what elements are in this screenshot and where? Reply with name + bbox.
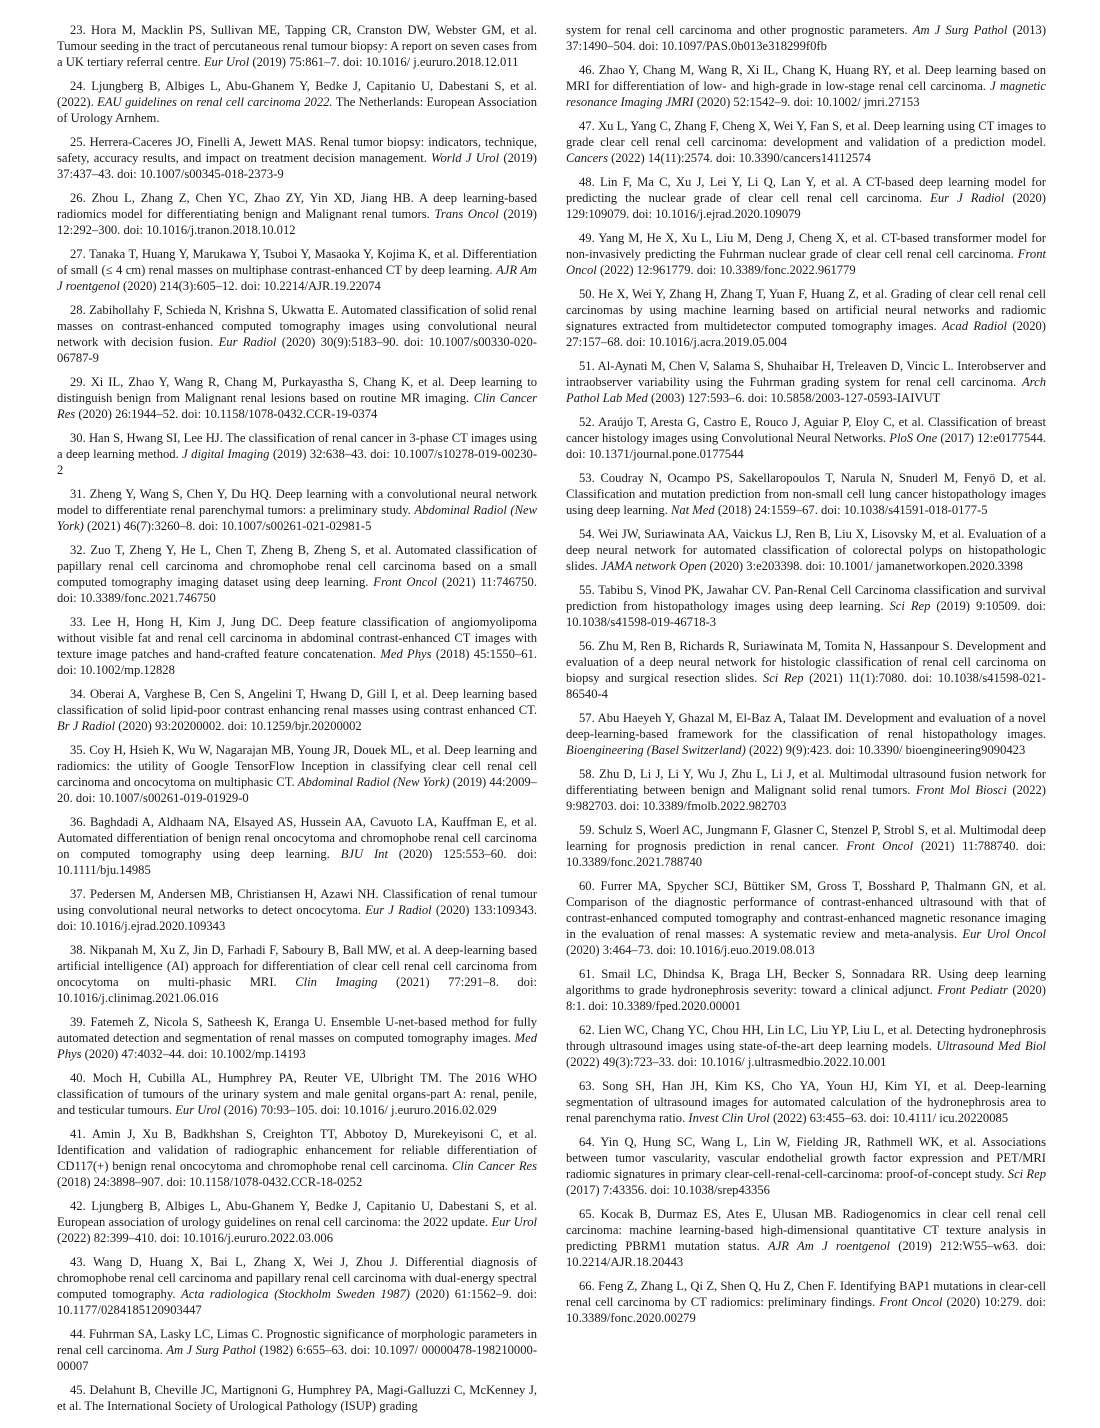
ref-details: (2022) 14(11):2574. doi: 10.3390/cancers14112574 (611, 151, 871, 165)
reference-item: 58. Zhu D, Li J, Li Y, Wu J, Zhu L, Li J, et al. Multimodal ultrasound fusion network for differentiating between benign and Malignant solid renal tumors. Front Mol Biosci (2022) 9:982703. doi: 10.3389/fmolb.2022.982703 (566, 767, 1046, 813)
ref-number: 60 (579, 879, 592, 893)
ref-text: Feng Z, Zhang L, Qi Z, Shen Q, Hu Z, Chen F. Identifying BAP1 mutations in clear-cell renal cell carcinoma by CT radiomics: preliminary findings. (566, 1279, 1046, 1309)
reference-item: 24. Ljungberg B, Albiges L, Abu-Ghanem Y, Bedke J, Capitanio U, Dabestani S, et al. (2022). EAU guidelines on renal cell carcinoma 2022. The Netherlands: European Association of Urology Arnhem. (57, 79, 537, 125)
reference-item: 59. Schulz S, Woerl AC, Jungmann F, Glasner C, Stenzel P, Strobl S, et al. Multimodal deep learning for prognosis prediction in renal cancer. Front Oncol (2021) 11:788740. doi: 10.3389/fonc.2021.788740 (566, 823, 1047, 869)
ref-journal: Eur Urol Oncol (962, 927, 1046, 941)
ref-details: (2022) 9(9):423. doi: 10.3390/ bioengineering9090423 (748, 743, 1026, 757)
ref-details: (2019) 32:638–43. doi: 10.1007/s10278-019-00230-2 (57, 447, 538, 477)
ref-journal: Sci Rep (889, 599, 931, 613)
ref-number: 34 (70, 687, 83, 701)
reference-item: 35. Coy H, Hsieh K, Wu W, Nagarajan MB, Young JR, Douek ML, et al. Deep learning and radiomics: the utility of Google TensorFlow Inception in classifying clear cell renal cell carcinoma and oncocytoma on multiphasic CT. Abdominal Radiol (New York) (2019) 44:2009–20. doi: 10.1007/s00261-019-01929-0 (57, 743, 537, 805)
ref-text: Al-Aynati M, Chen V, Salama S, Shuhaibar H, Treleaven D, Vincic L. Interobserver and intraobserver variability using the Fuhrman grading system for renal cell carcinoma. (566, 359, 1046, 389)
ref-details: (2020) 93:20200002. doi: 10.1259/bjr.20200002 (118, 719, 362, 733)
ref-journal: World J Urol (431, 151, 500, 165)
ref-journal: Med Phys (57, 1031, 537, 1061)
reference-item: 53. Coudray N, Ocampo PS, Sakellaropoulos T, Narula N, Snuderl M, Fenyö D, et al. Classification and mutation prediction from non-small cell lung cancer histopathology images using deep learning. Nat Med (2018) 24:1559–67. doi: 10.1038/s41591-018-0177-5 (566, 471, 1046, 517)
ref-number: 65 (579, 1207, 592, 1221)
reference-item: 43. Wang D, Huang X, Bai L, Zhang X, Wei J, Zhou J. Differential diagnosis of chromophobe renal cell carcinoma and papillary renal cell carcinoma with dual-energy spectral computed tomography. Acta radiologica (Stockholm Sweden 1987) (2020) 61:1562–9. doi: 10.1177/0284185120903447 (57, 1255, 537, 1317)
ref-number: 51 (579, 359, 592, 373)
ref-details: (2017) 7:43356. doi: 10.1038/srep43356 (566, 1183, 770, 1197)
ref-text: Fuhrman SA, Lasky LC, Limas C. Prognostic significance of morphologic parameters in renal cell carcinoma. (57, 1327, 537, 1357)
ref-number: 35 (70, 743, 83, 757)
ref-details: (2017) 12:e0177544. doi: 10.1371/journal.pone.0177544 (566, 431, 1047, 461)
ref-journal: Sci Rep (1007, 1167, 1046, 1181)
ref-number: 42 (70, 1199, 83, 1213)
reference-item: 34. Oberai A, Varghese B, Cen S, Angelini T, Hwang D, Gill I, et al. Deep learning based classification of solid lipid-poor contrast enhancing renal masses using contrast enhanced CT. Br J Radiol (2020) 93:20200002. doi: 10.1259/bjr.20200002 (57, 687, 537, 733)
reference-item: 54. Wei JW, Suriawinata AA, Vaickus LJ, Ren B, Liu X, Lisovsky M, et al. Evaluation of a deep neural network for automated classification of colorectal polyps on histopathologic slides. JAMA network Open (2020) 3:e203398. doi: 10.1001/ jamanetworkopen.2020.3398 (566, 527, 1047, 573)
ref-number: 63 (579, 1079, 592, 1093)
reference-item: 29. Xi IL, Zhao Y, Wang R, Chang M, Purkayastha S, Chang K, et al. Deep learning to distinguish benign from Malignant renal lesions based on routine MR imaging. Clin Cancer Res (2020) 26:1944–52. doi: 10.1158/1078-0432.CCR-19-0374 (57, 375, 537, 421)
ref-details: (2020) 10:279. doi: 10.3389/fonc.2020.00279 (566, 1295, 1046, 1325)
ref-number: 38 (70, 943, 83, 957)
ref-details: (2022) 9:982703. doi: 10.3389/fmolb.2022.982703 (566, 783, 1046, 813)
ref-text: Moch H, Cubilla AL, Humphrey PA, Reuter VE, Ulbright TM. The 2016 WHO classification of tumours of the urinary system and male genital organs-part A: renal, penile, and testicular tumours. (57, 1071, 537, 1117)
ref-text: Lien WC, Chang YC, Chou HH, Lin LC, Liu YP, Liu L, et al. Detecting hydronephrosis through ultrasound images using state-of-the-art deep learning models. (566, 1023, 1047, 1053)
ref-number: 26 (70, 191, 83, 205)
ref-text: Delahunt B, Cheville JC, Martignoni G, Humphrey PA, Magi-Galluzzi C, McKenney J, et al. The International Society of Urological Pathology (ISUP) grading (57, 1383, 538, 1413)
ref-text: Araújo T, Aresta G, Castro E, Rouco J, Aguiar P, Eloy C, et al. Classification of breast cancer histology images using Convolutional Neural Networks. (566, 415, 1046, 445)
reference-item: 30. Han S, Hwang SI, Lee HJ. The classification of renal cancer in 3-phase CT images using a deep learning method. J digital Imaging (2019) 32:638–43. doi: 10.1007/s10278-019-00230-2 (57, 431, 538, 477)
ref-details: (2020) 61:1562–9. doi: 10.1177/0284185120903447 (57, 1287, 537, 1317)
ref-number: 41 (70, 1127, 83, 1141)
ref-text: Yang M, He X, Xu L, Liu M, Deng J, Cheng X, et al. CT-based transformer model for non-invasively predicting the Fuhrman nuclear grade of clear cell renal cell carcinoma. (566, 231, 1046, 261)
reference-item: 36. Baghdadi A, Aldhaam NA, Elsayed AS, Hussein AA, Cavuoto LA, Kauffman E, et al. Automated differentiation of benign renal oncocytoma and chromophobe renal cell carcinoma on computed tomography using deep learning. BJU Int (2020) 125:553–60. doi: 10.1111/bju.14985 (57, 815, 537, 877)
ref-text: Zhou L, Zhang Z, Chen YC, Zhao ZY, Yin XD, Jiang HB. A deep learning-based radiomics model for differentiating benign and Malignant renal tumors. (57, 191, 537, 221)
ref-text: Schulz S, Woerl AC, Jungmann F, Glasner C, Stenzel P, Strobl S, et al. Multimodal deep learning for prognosis prediction in renal cancer. (566, 823, 1047, 853)
ref-details: (2019) 75:861–7. doi: 10.1016/ j.eururo.2018.12.011 (252, 55, 519, 69)
reference-item: 41. Amin J, Xu B, Badkhshan S, Creighton TT, Abbotoy D, Murekeyisoni C, et al. Identification and validation of radiographic enhancement for reliable differentiation of CD117(+) benign renal oncocytoma and chromophobe renal cell carcinoma. Clin Cancer Res (2018) 24:3898–907. doi: 10.1158/1078-0432.CCR-18-0252 (57, 1127, 537, 1189)
ref-number: 45 (70, 1383, 83, 1397)
reference-item: 51. Al-Aynati M, Chen V, Salama S, Shuhaibar H, Treleaven D, Vincic L. Interobserver and intraobserver variability using the Fuhrman grading system for renal cell carcinoma. Arch Pathol Lab Med (2003) 127:593–6. doi: 10.5858/2003-127-0593-IAIVUT (566, 359, 1046, 405)
ref-text: Amin J, Xu B, Badkhshan S, Creighton TT, Abbotoy D, Murekeyisoni C, et al. Identification and validation of radiographic enhancement for reliable differentiation of CD117(+) benign renal oncocytoma and chromophobe renal cell carcinoma. (57, 1127, 537, 1173)
ref-text: Ljungberg B, Albiges L, Abu-Ghanem Y, Bedke J, Capitanio U, Dabestani S, et al. (2022). (57, 79, 537, 109)
ref-journal: Am J Surg Pathol (912, 23, 1008, 37)
ref-journal: Front Oncol (373, 575, 438, 589)
ref-text: Oberai A, Varghese B, Cen S, Angelini T, Hwang D, Gill I, et al. Deep learning based classification of solid lipid-poor contrast enhancing renal masses using contrast enhanced CT. (57, 687, 537, 717)
reference-item: 61. Smail LC, Dhindsa K, Braga LH, Becker S, Sonnadara RR. Using deep learning algorithms to grade hydronephrosis severity: toward a clinical adjunct. Front Pediatr (2020) 8:1. doi: 10.3389/fped.2020.00001 (566, 967, 1046, 1013)
ref-journal: Front Oncol (566, 247, 1046, 277)
ref-number: 53 (579, 471, 592, 485)
ref-journal: Trans Oncol (434, 207, 499, 221)
ref-number: 43 (70, 1255, 83, 1269)
ref-journal: Eur J Radiol (930, 191, 1005, 205)
ref-details: (2019) 44:2009–20. doi: 10.1007/s00261-019-01929-0 (57, 775, 537, 805)
ref-journal: Arch Pathol Lab Med (566, 375, 1046, 405)
ref-number: 27 (70, 247, 83, 261)
ref-text: Lee H, Hong H, Kim J, Jung DC. Deep feature classification of angiomyolipoma without visible fat and renal cell carcinoma in abdominal contrast-enhanced CT images with texture image patches and hand-crafted feature concatenation. (57, 615, 537, 661)
ref-number: 30 (70, 431, 83, 445)
ref-journal: Eur Urol (175, 1103, 221, 1117)
ref-details: (2019) 12:292–300. doi: 10.1016/j.tranon.2018.10.012 (57, 207, 537, 237)
ref-journal: PloS One (889, 431, 938, 445)
ref-journal: Eur J Radiol (365, 903, 432, 917)
ref-details: (2003) 127:593–6. doi: 10.5858/2003-127-0593-IAIVUT (651, 391, 941, 405)
ref-number: 48 (579, 175, 592, 189)
ref-details: (2019) 37:437–43. doi: 10.1007/s00345-018-2373-9 (57, 151, 537, 181)
ref-text: Furrer MA, Spycher SCJ, Büttiker SM, Gross T, Bosshard P, Thalmann GN, et al. Comparison of the diagnostic performance of contrast-enhanced ultrasound with that of contrast-enhanced computed tomography and contrast-enhanced magnetic resonance imaging in the evaluation of renal masses: A systematic review and meta-analysis. (566, 879, 1046, 941)
ref-journal: Nat Med (670, 503, 715, 517)
ref-text: Zabihollahy F, Schieda N, Krishna S, Ukwatta E. Automated classification of solid renal masses on contrast-enhanced computed tomography images using convolutional neural network with decision fusion. (57, 303, 537, 349)
ref-details: (2018) 24:3898–907. doi: 10.1158/1078-0432.CCR-18-0252 (57, 1175, 363, 1189)
ref-text: Coy H, Hsieh K, Wu W, Nagarajan MB, Young JR, Douek ML, et al. Deep learning and radiomics: the utility of Google TensorFlow Inception in classifying clear cell renal cell carcinoma and oncocytoma on multiphasic CT. (57, 743, 537, 789)
ref-journal: Abdominal Radiol (New York) (57, 503, 537, 533)
ref-details: (2021) 77:291–8. doi: 10.1016/j.clinimag.2021.06.016 (57, 975, 537, 1005)
ref-journal: EAU guidelines on renal cell carcinoma 2022. (97, 95, 333, 109)
reference-item: 45. Delahunt B, Cheville JC, Martignoni G, Humphrey PA, Magi-Galluzzi C, McKenney J, et al. The International Society of Urological Pathology (ISUP) grading (57, 1383, 538, 1413)
ref-number: 59 (579, 823, 592, 837)
ref-number: 46 (579, 63, 592, 77)
ref-details: (2019) 9:10509. doi: 10.1038/s41598-019-46718-3 (566, 599, 1046, 629)
ref-text: Kocak B, Durmaz ES, Ates E, Ulusan MB. Radiogenomics in clear cell renal cell carcinoma: machine learning-based high-dimensional quantitative CT texture analysis in predicting PBRM1 mutation status. (566, 1207, 1047, 1253)
ref-journal: J digital Imaging (182, 447, 270, 461)
reference-item: 25. Herrera-Caceres JO, Finelli A, Jewett MAS. Renal tumor biopsy: indicators, technique, safety, accuracy results, and impact on treatment decision management. World J Urol (2019) 37:437–43. doi: 10.1007/s00345-018-2373-9 (57, 135, 538, 181)
ref-number: 28 (70, 303, 83, 317)
ref-text: Yin Q, Hung SC, Wang L, Lin W, Fielding JR, Rathmell WK, et al. Associations between tumor vascularity, vascular endothelial growth factor expression and PET/MRI radiomic signatures in primary clear-cell-renal-cell-carcinoma: proof-of-concept study. (566, 1135, 1046, 1181)
references-column-right (566, 22, 1046, 1334)
ref-details: (1982) 6:655–63. doi: 10.1097/ 00000478-198210000-00007 (57, 1343, 538, 1373)
ref-text: Han S, Hwang SI, Lee HJ. The classification of renal cancer in 3-phase CT images using a deep learning method. (57, 431, 537, 461)
reference-item: 44. Fuhrman SA, Lasky LC, Limas C. Prognostic significance of morphologic parameters in renal cell carcinoma. Am J Surg Pathol (1982) 6:655–63. doi: 10.1097/ 00000478-198210000-00007 (57, 1327, 538, 1373)
ref-text: Zhao Y, Chang M, Wang R, Xi IL, Chang K, Huang RY, et al. Deep learning based on MRI for differentiation of low- and high-grade in low-stage renal cell carcinoma. (566, 63, 1046, 93)
reference-item: 47. Xu L, Yang C, Zhang F, Cheng X, Wei Y, Fan S, et al. Deep learning using CT images to grade clear cell renal cell carcinoma: development and validation of a prediction model. Cancers (2022) 14(11):2574. doi: 10.3390/cancers14112574 (566, 119, 1046, 165)
reference-item: 60. Furrer MA, Spycher SCJ, Büttiker SM, Gross T, Bosshard P, Thalmann GN, et al. Comparison of the diagnostic performance of contrast-enhanced ultrasound with that of contrast-enhanced computed tomography and contrast-enhanced magnetic resonance imaging in the evaluation of renal masses: A systematic review and meta-analysis. Eur Urol Oncol (2020) 3:464–73. doi: 10.1016/j.euo.2019.08.013 (566, 879, 1046, 957)
ref-journal: Am J Surg Pathol (166, 1343, 256, 1357)
ref-number: 56 (579, 639, 592, 653)
reference-item: 49. Yang M, He X, Xu L, Liu M, Deng J, Cheng X, et al. CT-based transformer model for non-invasively predicting the Fuhrman nuclear grade of clear cell renal cell carcinoma. Front Oncol (2022) 12:961779. doi: 10.3389/fonc.2022.961779 (566, 231, 1046, 277)
ref-number: 24 (70, 79, 83, 93)
ref-journal: Clin Cancer Res (452, 1159, 537, 1173)
ref-text: Smail LC, Dhindsa K, Braga LH, Becker S, Sonnadara RR. Using deep learning algorithms to grade hydronephrosis severity: toward a clinical adjunct. (566, 967, 1046, 997)
ref-journal: Clin Cancer Res (57, 391, 537, 421)
ref-text: Hora M, Macklin PS, Sullivan ME, Tapping CR, Cranston DW, Webster GM, et al. Tumour seeding in the tract of percutaneous renal tumour biopsy: A report on seven cases from a UK tertiary referral centre. (57, 23, 538, 69)
ref-journal: Front Oncol (846, 839, 914, 853)
ref-details: (2013) 37:1490–504. doi: 10.1097/PAS.0b013e318299f0fb (566, 23, 1047, 53)
ref-journal: Cancers (566, 151, 608, 165)
reference-item: 32. Zuo T, Zheng Y, He L, Chen T, Zheng B, Zheng S, et al. Automated classification of papillary renal cell carcinoma and chromophobe renal cell carcinoma based on a small computed tomography imaging dataset using deep learning. Front Oncol (2021) 11:746750. doi: 10.3389/fonc.2021.746750 (57, 543, 538, 605)
ref-details: (2019) 212:W55–w63. doi: 10.2214/AJR.18.20443 (566, 1239, 1046, 1269)
ref-details: (2018) 45:1550–61. doi: 10.1002/mp.12828 (57, 647, 538, 677)
ref-text: Coudray N, Ocampo PS, Sakellaropoulos T, Narula N, Snuderl M, Fenyö D, et al. Classification and mutation prediction from non-small cell lung cancer histopathology images using deep learning. (566, 471, 1046, 517)
ref-number: 50 (579, 287, 592, 301)
ref-number: 62 (579, 1023, 592, 1037)
ref-journal: Med Phys (380, 647, 432, 661)
ref-number: 39 (70, 1015, 83, 1029)
ref-details: (2020) 47:4032–44. doi: 10.1002/mp.14193 (84, 1047, 306, 1061)
ref-text: Nikpanah M, Xu Z, Jin D, Farhadi F, Saboury B, Ball MW, et al. A deep-learning based artificial intelligence (AI) approach for differentiation of clear cell renal cell carcinoma from oncocytoma on multi-phasic MRI. (57, 943, 537, 989)
reference-item: 62. Lien WC, Chang YC, Chou HH, Lin LC, Liu YP, Liu L, et al. Detecting hydronephrosis through ultrasound images using state-of-the-art deep learning models. Ultrasound Med Biol (2022) 49(3):723–33. doi: 10.1016/ j.ultrasmedbio.2022.10.001 (566, 1023, 1047, 1069)
reference-item: 37. Pedersen M, Andersen MB, Christiansen H, Azawi NH. Classification of renal tumour using convolutional neural networks to detect oncocytoma. Eur J Radiol (2020) 133:109343. doi: 10.1016/j.ejrad.2020.109343 (57, 887, 538, 933)
ref-number: 44 (70, 1327, 83, 1341)
ref-text: Song SH, Han JH, Kim KS, Cho YA, Youn HJ, Kim YI, et al. Deep-learning segmentation of ultrasound images for automated calculation of the hydronephrosis area to renal parenchyma ratio. (566, 1079, 1047, 1125)
ref-number: 55 (579, 583, 592, 597)
ref-journal: Eur Urol (491, 1215, 537, 1229)
ref-text: Wei JW, Suriawinata AA, Vaickus LJ, Ren B, Liu X, Lisovsky M, et al. Evaluation of a deep neural network for automated classification of colorectal polyps on histopathologic slides. (566, 527, 1047, 573)
ref-text: Zhu M, Ren B, Richards R, Suriawinata M, Tomita N, Hassanpour S. Development and evaluation of a deep neural network for histologic classification of renal cell carcinoma on biopsy and surgical resection slides. (566, 639, 1047, 685)
ref-number: 54 (579, 527, 592, 541)
ref-details: (2020) 3:e203398. doi: 10.1001/ jamanetworkopen.2020.3398 (709, 559, 1023, 573)
ref-details: (2020) 3:464–73. doi: 10.1016/j.euo.2019.08.013 (566, 943, 815, 957)
ref-details: (2018) 24:1559–67. doi: 10.1038/s41591-018-0177-5 (717, 503, 988, 517)
ref-details: (2022) 63:455–63. doi: 10.4111/ icu.20220085 (772, 1111, 1009, 1125)
ref-journal: Invest Clin Urol (688, 1111, 770, 1125)
ref-text: He X, Wei Y, Zhang H, Zhang T, Yuan F, Huang Z, et al. Grading of clear cell renal cell carcinomas by using machine learning based on artificial neural networks and radiomic signatures extracted from multidetector computed tomography images. (566, 287, 1046, 333)
ref-journal: Eur Radiol (218, 335, 277, 349)
ref-details: (2022) 12:961779. doi: 10.3389/fonc.2022.961779 (599, 263, 856, 277)
ref-details: (2021) 11:788740. doi: 10.3389/fonc.2021.788740 (566, 839, 1046, 869)
ref-details: The Netherlands: European Association of Urology Arnhem. (57, 95, 537, 125)
reference-item: 39. Fatemeh Z, Nicola S, Satheesh K, Eranga U. Ensemble U-net-based method for fully automated detection and segmentation of renal masses on computed tomography images. Med Phys (2020) 47:4032–44. doi: 10.1002/mp.14193 (57, 1015, 537, 1061)
reference-item: 66. Feng Z, Zhang L, Qi Z, Shen Q, Hu Z, Chen F. Identifying BAP1 mutations in clear-cell renal cell carcinoma by CT radiomics: preliminary findings. Front Oncol (2020) 10:279. doi: 10.3389/fonc.2020.00279 (566, 1279, 1046, 1325)
ref-number: 36 (70, 815, 83, 829)
reference-item: 57. Abu Haeyeh Y, Ghazal M, El-Baz A, Talaat IM. Development and evaluation of a novel deep-learning-based framework for the classification of renal histopathology images. Bioengineering (Basel Switzerland) (2022) 9(9):423. doi: 10.3390/ bioengineering9090423 (566, 711, 1046, 757)
ref-details: (2020) 26:1944–52. doi: 10.1158/1078-0432.CCR-19-0374 (78, 407, 378, 421)
reference-item: 56. Zhu M, Ren B, Richards R, Suriawinata M, Tomita N, Hassanpour S. Development and evaluation of a deep neural network for histologic classification of renal cell carcinoma on biopsy and surgical resection slides. Sci Rep (2021) 11(1):7080. doi: 10.1038/s41598-021-86540-4 (566, 639, 1047, 701)
reference-item: 27. Tanaka T, Huang Y, Marukawa Y, Tsuboi Y, Masaoka Y, Kojima K, et al. Differentiation of small (≤ 4 cm) renal masses on multiphase contrast-enhanced CT by deep learning. AJR Am J roentgenol (2020) 214(3):605–12. doi: 10.2214/AJR.19.22074 (57, 247, 538, 293)
ref-details: (2021) 46(7):3260–8. doi: 10.1007/s00261-021-02981-5 (87, 519, 372, 533)
reference-item: 55. Tabibu S, Vinod PK, Jawahar CV. Pan-Renal Cell Carcinoma classification and survival prediction from histopathology images using deep learning. Sci Rep (2019) 9:10509. doi: 10.1038/s41598-019-46718-3 (566, 583, 1047, 629)
ref-journal: JAMA network Open (601, 559, 707, 573)
ref-number: 47 (579, 119, 592, 133)
ref-details: (2020) 30(9):5183–90. doi: 10.1007/s00330-020-06787-9 (57, 335, 537, 365)
ref-text: Tanaka T, Huang Y, Marukawa Y, Tsuboi Y, Masaoka Y, Kojima K, et al. Differentiation of small (≤ 4 cm) renal masses on multiphase contrast-enhanced CT by deep learning. (57, 247, 538, 277)
reference-item: 65. Kocak B, Durmaz ES, Ates E, Ulusan MB. Radiogenomics in clear cell renal cell carcinoma: machine learning-based high-dimensional quantitative CT texture analysis in predicting PBRM1 mutation status. AJR Am J roentgenol (2019) 212:W55–w63. doi: 10.2214/AJR.18.20443 (566, 1207, 1047, 1269)
ref-text: Baghdadi A, Aldhaam NA, Elsayed AS, Hussein AA, Cavuoto LA, Kauffman E, et al. Automated differentiation of benign renal oncocytoma and chromophobe renal cell carcinoma on computed tomography using deep learning. (57, 815, 537, 861)
ref-details: (2021) 11:746750. doi: 10.3389/fonc.2021.746750 (57, 575, 538, 605)
reference-continuation (566, 22, 1046, 54)
ref-number: 23 (70, 23, 83, 37)
ref-number: 33 (70, 615, 83, 629)
ref-journal: Clin Imaging (295, 975, 378, 989)
ref-details: (2020) 129:109079. doi: 10.1016/j.ejrad.2020.109079 (566, 191, 1046, 221)
ref-details: (2020) 133:109343. doi: 10.1016/j.ejrad.2020.109343 (57, 903, 538, 933)
ref-text: system for renal cell carcinoma and other prognostic parameters. (566, 23, 908, 37)
ref-details: (2020) 27:157–68. doi: 10.1016/j.acra.2019.05.004 (566, 319, 1046, 349)
ref-number: 32 (70, 543, 83, 557)
reference-item: 38. Nikpanah M, Xu Z, Jin D, Farhadi F, Saboury B, Ball MW, et al. A deep-learning based artificial intelligence (AI) approach for differentiation of clear cell renal cell carcinoma from oncocytoma on multi-phasic MRI. Clin Imaging (2021) 77:291–8. doi: 10.1016/j.clinimag.2021.06.016 (57, 943, 537, 1005)
ref-journal: Br J Radiol (57, 719, 116, 733)
ref-journal: Front Pediatr (937, 983, 1008, 997)
ref-details: (2022) 49(3):723–33. doi: 10.1016/ j.ultrasmedbio.2022.10.001 (566, 1055, 887, 1069)
ref-number: 64 (579, 1135, 592, 1149)
ref-details: (2016) 70:93–105. doi: 10.1016/ j.eururo.2016.02.029 (223, 1103, 497, 1117)
ref-text: Fatemeh Z, Nicola S, Satheesh K, Eranga U. Ensemble U-net-based method for fully automated detection and segmentation of renal masses on computed tomography images. (57, 1015, 537, 1045)
ref-text: Zhu D, Li J, Li Y, Wu J, Zhu L, Li J, et al. Multimodal ultrasound fusion network for differentiating between benign and Malignant solid renal tumors. (566, 767, 1046, 797)
ref-text: Lin F, Ma C, Xu J, Lei Y, Li Q, Lan Y, et al. A CT-based deep learning model for predicting the nuclear grade of clear cell renal cell carcinoma. (566, 175, 1046, 205)
ref-text: Herrera-Caceres JO, Finelli A, Jewett MAS. Renal tumor biopsy: indicators, technique, safety, accuracy results, and impact on treatment decision management. (57, 135, 538, 165)
ref-details: (2020) 52:1542–9. doi: 10.1002/ jmri.27153 (696, 95, 920, 109)
references-column-left (57, 22, 537, 1422)
ref-text: Abu Haeyeh Y, Ghazal M, El-Baz A, Talaat IM. Development and evaluation of a novel deep-learning-based framework for the classification of renal histopathology images. (566, 711, 1046, 741)
ref-number: 61 (579, 967, 592, 981)
ref-details: (2022) 82:399–410. doi: 10.1016/j.eururo.2022.03.006 (57, 1231, 333, 1245)
ref-details: (2020) 214(3):605–12. doi: 10.2214/AJR.19.22074 (123, 279, 381, 293)
reference-item: 52. Araújo T, Aresta G, Castro E, Rouco J, Aguiar P, Eloy C, et al. Classification of breast cancer histology images using Convolutional Neural Networks. PloS One (2017) 12:e0177544. doi: 10.1371/journal.pone.0177544 (566, 415, 1047, 461)
ref-text: Tabibu S, Vinod PK, Jawahar CV. Pan-Renal Cell Carcinoma classification and survival prediction from histopathology images using deep learning. (566, 583, 1047, 613)
reference-item: 46. Zhao Y, Chang M, Wang R, Xi IL, Chang K, Huang RY, et al. Deep learning based on MRI for differentiation of low- and high-grade in low-stage renal cell carcinoma. J magnetic resonance Imaging JMRI (2020) 52:1542–9. doi: 10.1002/ jmri.27153 (566, 63, 1046, 109)
ref-journal: Acta radiologica (Stockholm Sweden 1987) (181, 1287, 410, 1301)
reference-item: 26. Zhou L, Zhang Z, Chen YC, Zhao ZY, Yin XD, Jiang HB. A deep learning-based radiomics model for differentiating benign and Malignant renal tumors. Trans Oncol (2019) 12:292–300. doi: 10.1016/j.tranon.2018.10.012 (57, 191, 537, 237)
ref-details: (2020) 8:1. doi: 10.3389/fped.2020.00001 (566, 983, 1046, 1013)
reference-item: 64. Yin Q, Hung SC, Wang L, Lin W, Fielding JR, Rathmell WK, et al. Associations between tumor vascularity, vascular endothelial growth factor expression and PET/MRI radiomic signatures in primary clear-cell-renal-cell-carcinoma: proof-of-concept study. Sci Rep (2017) 7:43356. doi: 10.1038/srep43356 (566, 1135, 1046, 1197)
ref-journal: Eur Urol (203, 55, 250, 69)
ref-number: 37 (70, 887, 83, 901)
reference-item: 31. Zheng Y, Wang S, Chen Y, Du HQ. Deep learning with a convolutional neural network model to differentiate renal parenchymal tumors: a preliminary study. Abdominal Radiol (New York) (2021) 46(7):3260–8. doi: 10.1007/s00261-021-02981-5 (57, 487, 537, 533)
ref-journal: Bioengineering (Basel Switzerland) (566, 743, 746, 757)
ref-text: Pedersen M, Andersen MB, Christiansen H, Azawi NH. Classification of renal tumour using convolutional neural networks to detect oncocytoma. (57, 887, 538, 917)
ref-journal: BJU Int (340, 847, 388, 861)
ref-journal: AJR Am J roentgenol (57, 263, 537, 293)
reference-item: 63. Song SH, Han JH, Kim KS, Cho YA, Youn HJ, Kim YI, et al. Deep-learning segmentation of ultrasound images for automated calculation of the hydronephrosis area to renal parenchyma ratio. Invest Clin Urol (2022) 63:455–63. doi: 10.4111/ icu.20220085 (566, 1079, 1047, 1125)
reference-item: 28. Zabihollahy F, Schieda N, Krishna S, Ukwatta E. Automated classification of solid renal masses on contrast-enhanced computed tomography images using convolutional neural network with decision fusion. Eur Radiol (2020) 30(9):5183–90. doi: 10.1007/s00330-020-06787-9 (57, 303, 537, 365)
reference-item: 50. He X, Wei Y, Zhang H, Zhang T, Yuan F, Huang Z, et al. Grading of clear cell renal cell carcinomas by using machine learning based on artificial neural networks and radiomic signatures extracted from multidetector computed tomography images. Acad Radiol (2020) 27:157–68. doi: 10.1016/j.acra.2019.05.004 (566, 287, 1046, 349)
ref-number: 31 (70, 487, 83, 501)
ref-number: 25 (70, 135, 83, 149)
ref-journal: Front Oncol (879, 1295, 943, 1309)
ref-text: Zuo T, Zheng Y, He L, Chen T, Zheng B, Zheng S, et al. Automated classification of papillary renal cell carcinoma and chromophobe renal cell carcinoma based on a small computed tomography imaging dataset using deep learning. (57, 543, 537, 589)
ref-text: Xu L, Yang C, Zhang F, Cheng X, Wei Y, Fan S, et al. Deep learning using CT images to grade clear cell renal cell carcinoma: development and validation of a prediction model. (566, 119, 1046, 149)
reference-item: 42. Ljungberg B, Albiges L, Abu-Ghanem Y, Bedke J, Capitanio U, Dabestani S, et al. European association of urology guidelines on renal cell carcinoma: the 2022 update. Eur Urol (2022) 82:399–410. doi: 10.1016/j.eururo.2022.03.006 (57, 1199, 537, 1245)
ref-number: 57 (579, 711, 592, 725)
ref-number: 52 (579, 415, 592, 429)
reference-item: 23. Hora M, Macklin PS, Sullivan ME, Tapping CR, Cranston DW, Webster GM, et al. Tumour seeding in the tract of percutaneous renal tumour biopsy: A report on seven cases from a UK tertiary referral centre. Eur Urol (2019) 75:861–7. doi: 10.1016/ j.eururo.2018.12.011 (57, 23, 538, 69)
ref-details: (2020) 125:553–60. doi: 10.1111/bju.14985 (57, 847, 537, 877)
ref-number: 29 (70, 375, 83, 389)
reference-item: 33. Lee H, Hong H, Kim J, Jung DC. Deep feature classification of angiomyolipoma without visible fat and renal cell carcinoma in abdominal contrast-enhanced CT images with texture image patches and hand-crafted feature concatenation. Med Phys (2018) 45:1550–61. doi: 10.1002/mp.12828 (57, 615, 538, 677)
ref-text: Zheng Y, Wang S, Chen Y, Du HQ. Deep learning with a convolutional neural network model to differentiate renal parenchymal tumors: a preliminary study. (57, 487, 537, 517)
ref-journal: J magnetic resonance Imaging JMRI (566, 79, 1046, 109)
reference-item: 40. Moch H, Cubilla AL, Humphrey PA, Reuter VE, Ulbright TM. The 2016 WHO classification of tumours of the urinary system and male genital organs-part A: renal, penile, and testicular tumours. Eur Urol (2016) 70:93–105. doi: 10.1016/ j.eururo.2016.02.029 (57, 1071, 537, 1117)
ref-journal: Sci Rep (762, 671, 804, 685)
ref-journal: Abdominal Radiol (New York) (297, 775, 450, 789)
ref-details: (2021) 11(1):7080. doi: 10.1038/s41598-021-86540-4 (566, 671, 1046, 701)
ref-text: Wang D, Huang X, Bai L, Zhang X, Wei J, Zhou J. Differential diagnosis of chromophobe renal cell carcinoma and papillary renal cell carcinoma with dual-energy spectral computed tomography. (57, 1255, 537, 1301)
ref-text: Xi IL, Zhao Y, Wang R, Chang M, Purkayastha S, Chang K, et al. Deep learning to distinguish benign from Malignant renal lesions based on routine MR imaging. (57, 375, 537, 405)
ref-journal: Ultrasound Med Biol (936, 1039, 1046, 1053)
ref-journal: Acad Radiol (942, 319, 1007, 333)
ref-number: 40 (70, 1071, 83, 1085)
ref-text: Ljungberg B, Albiges L, Abu-Ghanem Y, Bedke J, Capitanio U, Dabestani S, et al. European association of urology guidelines on renal cell carcinoma: the 2022 update. (57, 1199, 537, 1229)
ref-number: 49 (579, 231, 592, 245)
ref-number: 66 (579, 1279, 592, 1293)
ref-journal: AJR Am J roentgenol (768, 1239, 891, 1253)
ref-number: 58 (579, 767, 592, 781)
ref-journal: Front Mol Biosci (915, 783, 1007, 797)
reference-item: 48. Lin F, Ma C, Xu J, Lei Y, Li Q, Lan Y, et al. A CT-based deep learning model for predicting the nuclear grade of clear cell renal cell carcinoma. Eur J Radiol (2020) 129:109079. doi: 10.1016/j.ejrad.2020.109079 (566, 175, 1046, 221)
